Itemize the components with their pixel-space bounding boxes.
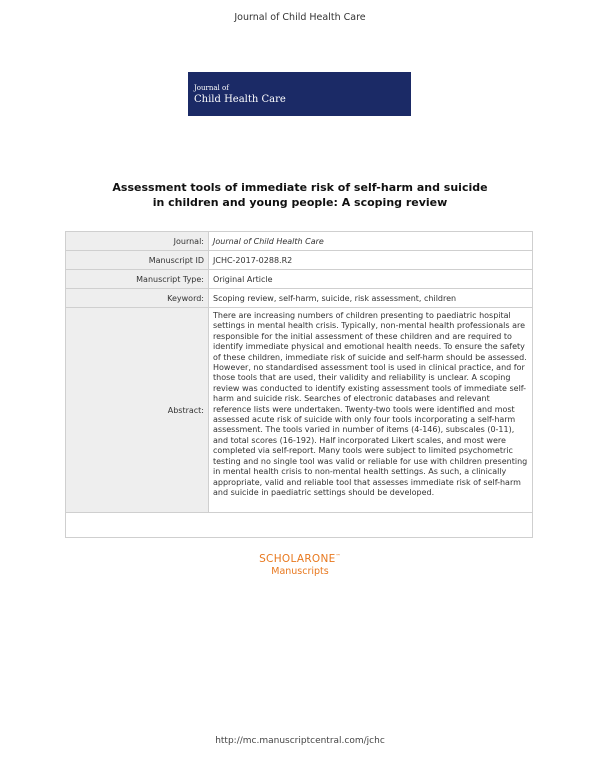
paper-title (60, 180, 540, 210)
manuscript-type-row (66, 270, 533, 289)
keyword-value: Scoping review, self-harm, suicide, risk assessment, children (209, 289, 533, 308)
banner-line2: Child Health Care (194, 94, 286, 105)
journal-banner (188, 72, 411, 116)
manuscript-id-value: JCHC-2017-0288.R2 (209, 251, 533, 270)
title-line1: Assessment tools of immediate risk of self-harm and suicide (112, 181, 488, 194)
abstract-text: There are increasing numbers of children presenting to paediatric hospital settings in mental health crisis. Typically, non-mental health professionals are responsible for the initial assessment of these children and are required to identify immediate physical and emotional health needs. To ensure the safety of these children, immediate risk of suicide and self-harm should be assessed. However, no standardised assessment tool is used in clinical practice, and for those tools that are used, their validity and reliability is unclear. A scoping review was conducted to identify existing assessment tools of immediate self-harm and suicide risk. Searches of electronic databases and relevant reference lists were undertaken. Twenty-two tools were identified and most assessed acute risk of suicide with only four tools incorporating a self-harm assessment. The tools varied in number of items (4-146), subscales (0-11), and total scores (16-192). Half incorporated Likert scales, and most were completed via self-report. Many tools were subject to limited psychometric testing and no single tool was valid or reliable for use with children presenting in mental health crisis to non-mental health settings. As such, a clinically appropriate, valid and reliable tool that assesses immediate risk of self-harm and suicide in paediatric settings should be developed. (209, 308, 533, 513)
logo-sub: Manuscripts (271, 566, 329, 577)
manuscript-type-value: Original Article (209, 270, 533, 289)
keyword-label: Keyword: (66, 289, 209, 308)
footer-url: http://mc.manuscriptcentral.com/jchc (215, 736, 385, 746)
abstract-row (66, 308, 533, 513)
manuscript-id-label: Manuscript ID (66, 251, 209, 270)
logo-brand-text: SCHOLARONE (259, 553, 336, 565)
journal-label: Journal: (66, 232, 209, 251)
manuscript-id-row (66, 251, 533, 270)
logo-trademark: ™ (335, 553, 341, 560)
keyword-row (66, 289, 533, 308)
journal-row (66, 232, 533, 251)
empty-cell (66, 513, 533, 538)
banner-line1: Journal of (194, 84, 229, 92)
running-header: Journal of Child Health Care (234, 12, 366, 23)
empty-row (66, 513, 533, 538)
title-line2: in children and young people: A scoping review (152, 196, 448, 209)
journal-value: Journal of Child Health Care (209, 232, 533, 251)
manuscript-info-table (65, 231, 533, 538)
logo-brand (0, 553, 600, 565)
abstract-label: Abstract: (66, 308, 209, 513)
scholarone-logo (0, 553, 600, 577)
manuscript-type-label: Manuscript Type: (66, 270, 209, 289)
